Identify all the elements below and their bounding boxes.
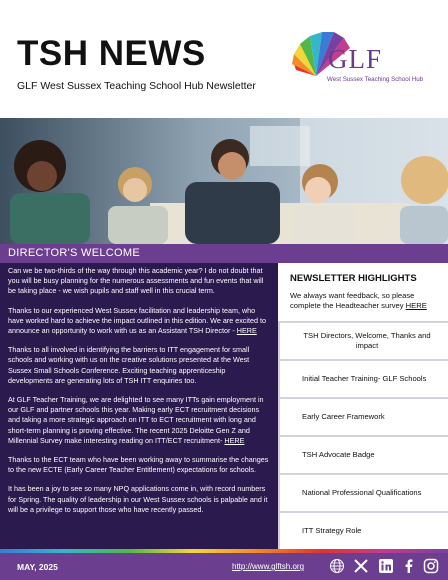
assistant-director-link[interactable]: HERE xyxy=(236,326,257,336)
headteacher-survey-link[interactable]: HERE xyxy=(405,301,427,310)
welcome-title: DIRECTOR'S WELCOME xyxy=(8,247,140,259)
highlights-panel xyxy=(278,263,448,549)
welcome-paragraph: Thanks to the ECT team who have been working away to summarise the changes to the new ECTE (Early Career Teacher Entitlement) expectations for schools. xyxy=(8,455,269,475)
newsletter-subtitle: GLF West Sussex Teaching School Hub Newsletter xyxy=(17,80,256,92)
classroom-photo xyxy=(0,118,448,244)
facebook-icon[interactable] xyxy=(401,558,417,574)
highlights-header xyxy=(278,263,448,321)
highlight-item-itt-strategy[interactable]: ITT Strategy Role xyxy=(278,511,448,549)
globe-icon[interactable] xyxy=(329,558,345,574)
highlight-item-advocate[interactable]: TSH Advocate Badge xyxy=(278,435,448,473)
welcome-paragraph: Thanks to all involved in identifying the barriers to ITT engagement for small schools and working with us on the creative solutions presented at the West Sussex Small Schools Conference. Exciting teaching apprenticeship developments are generating lots of TSH ITT enquiries too. xyxy=(8,345,250,385)
logo-tagline: West Sussex Teaching School Hub xyxy=(327,76,424,83)
highlight-item-ecf[interactable]: Early Career Framework xyxy=(278,397,448,435)
welcome-paragraph: At GLF Teacher Training, we are delighted to see many ITTs gain employment in our GLF and partner schools this year. Making early ECT recruitment decisions and taking a more strategic approach on ITT to ECT recruitment with long and short-term planning is proving effective. The recent 2025 Deloitte Gen Z and Millennial Survey make interesting reading on ITT/ECT recruitment- HERE xyxy=(8,395,264,445)
highlight-item-npq[interactable]: National Professional Qualifications xyxy=(278,473,448,511)
instagram-icon[interactable] xyxy=(423,558,439,574)
linkedin-icon[interactable] xyxy=(378,558,394,574)
highlights-title: NEWSLETTER HIGHLIGHTS xyxy=(290,273,417,284)
issue-date: MAY, 2025 xyxy=(17,562,58,572)
survey-report-link[interactable]: HERE xyxy=(224,435,245,445)
welcome-body xyxy=(0,263,278,549)
welcome-paragraph: It has been a joy to see so many NPQ applications come in, with record numbers for Spring. The quality of leadership in our West Sussex schools is palpable and it will be a privilege to support those who have recently passed. xyxy=(8,484,268,514)
newsletter-title: TSH NEWS xyxy=(17,34,206,73)
x-icon[interactable] xyxy=(353,558,369,574)
logo-text: GLF xyxy=(328,44,383,74)
highlight-item-directors[interactable]: TSH Directors, Welcome, Thanks and impact xyxy=(278,321,448,359)
highlight-item-itt[interactable]: Initial Teacher Training- GLF Schools xyxy=(278,359,448,397)
highlights-note: We always want feedback, so please complete the Headteacher survey HERE xyxy=(290,291,427,310)
welcome-paragraph: Thanks to our experienced West Sussex facilitation and leadership team, who have worked hard to achieve the impact outlined in this edition. We are excited to announce an opportunity to work with us as an Assistant TSH Director - HERE xyxy=(8,305,266,336)
website-link[interactable]: http://www.glftsh.org xyxy=(232,562,305,571)
welcome-paragraph: Can we be two-thirds of the way through this academic year? I do not doubt that you will be busy planning for the numerous assessments and fun events that will be taking place - we wish pupils and staff well in this crucial term. xyxy=(8,266,264,296)
